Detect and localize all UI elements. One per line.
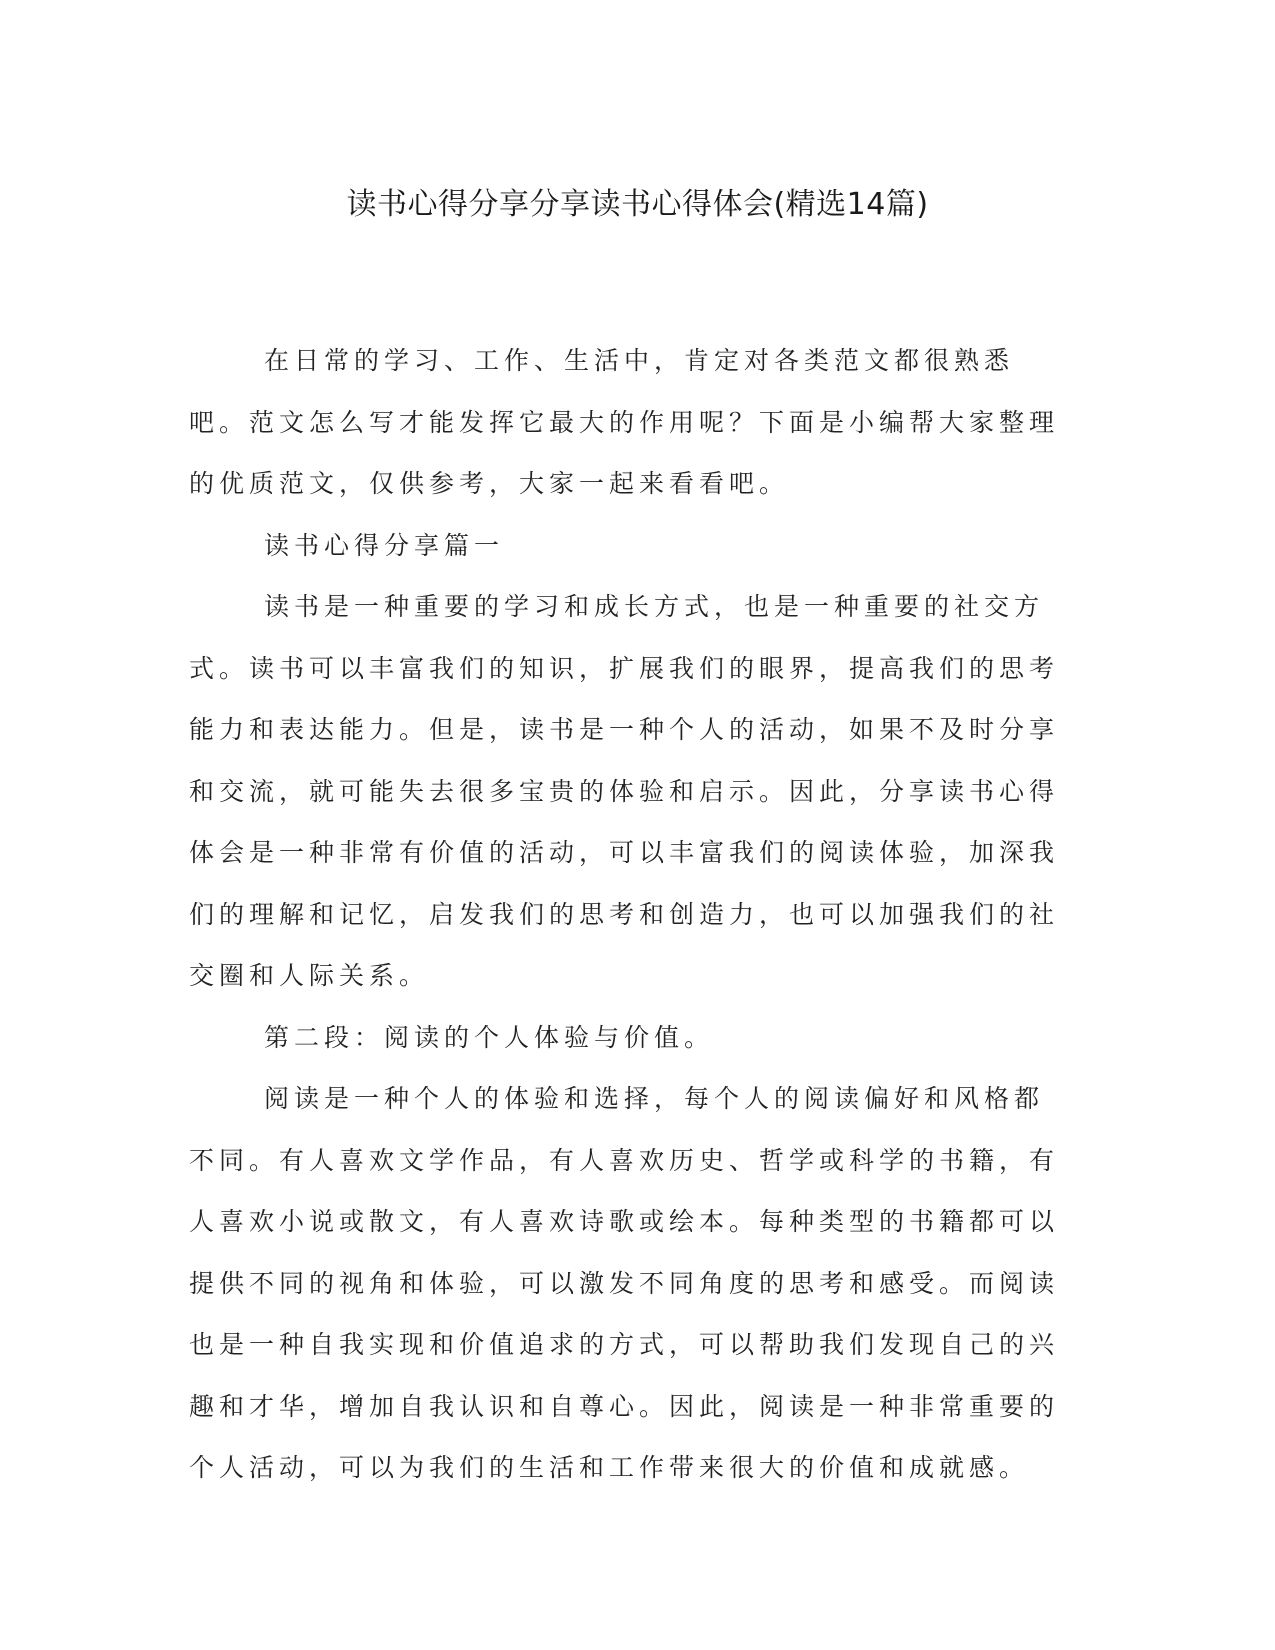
document-body xyxy=(189,330,1069,1499)
body-paragraph: 阅读是一种个人的体验和选择，每个人的阅读偏好和风格都不同。有人喜欢文学作品，有人喜欢历史、哲学或科学的书籍，有人喜欢小说或散文，有人喜欢诗歌或绘本。每种类型的书籍都可以提供不同的视角和体验，可以激发不同角度的思考和感受。而阅读也是一种自我实现和价值追求的方式，可以帮助我们发现自己的兴趣和才华，增加自我认识和自尊心。因此，阅读是一种非常重要的个人活动，可以为我们的生活和工作带来很大的价值和成就感。 xyxy=(189,1084,1060,1482)
intro-paragraph: 在日常的学习、工作、生活中，肯定对各类范文都很熟悉吧。范文怎么写才能发挥它最大的作用呢？下面是小编帮大家整理的优质范文，仅供参考，大家一起来看看吧。 xyxy=(189,346,1060,498)
section-heading-second: 第二段：阅读的个人体验与价值。 xyxy=(264,1022,715,1052)
body-paragraph: 读书是一种重要的学习和成长方式，也是一种重要的社交方式。读书可以丰富我们的知识，扩展我们的眼界，提高我们的思考能力和表达能力。但是，读书是一种个人的活动，如果不及时分享和交流，就可能失去很多宝贵的体验和启示。因此，分享读书心得体会是一种非常有价值的活动，可以丰富我们的阅读体验，加深我们的理解和记忆，启发我们的思考和创造力，也可以加强我们的社交圈和人际关系。 xyxy=(189,592,1060,990)
section-heading-part-one: 读书心得分享篇一 xyxy=(264,530,505,560)
document-title: 读书心得分享分享读书心得体会(精选14篇) xyxy=(346,187,929,222)
